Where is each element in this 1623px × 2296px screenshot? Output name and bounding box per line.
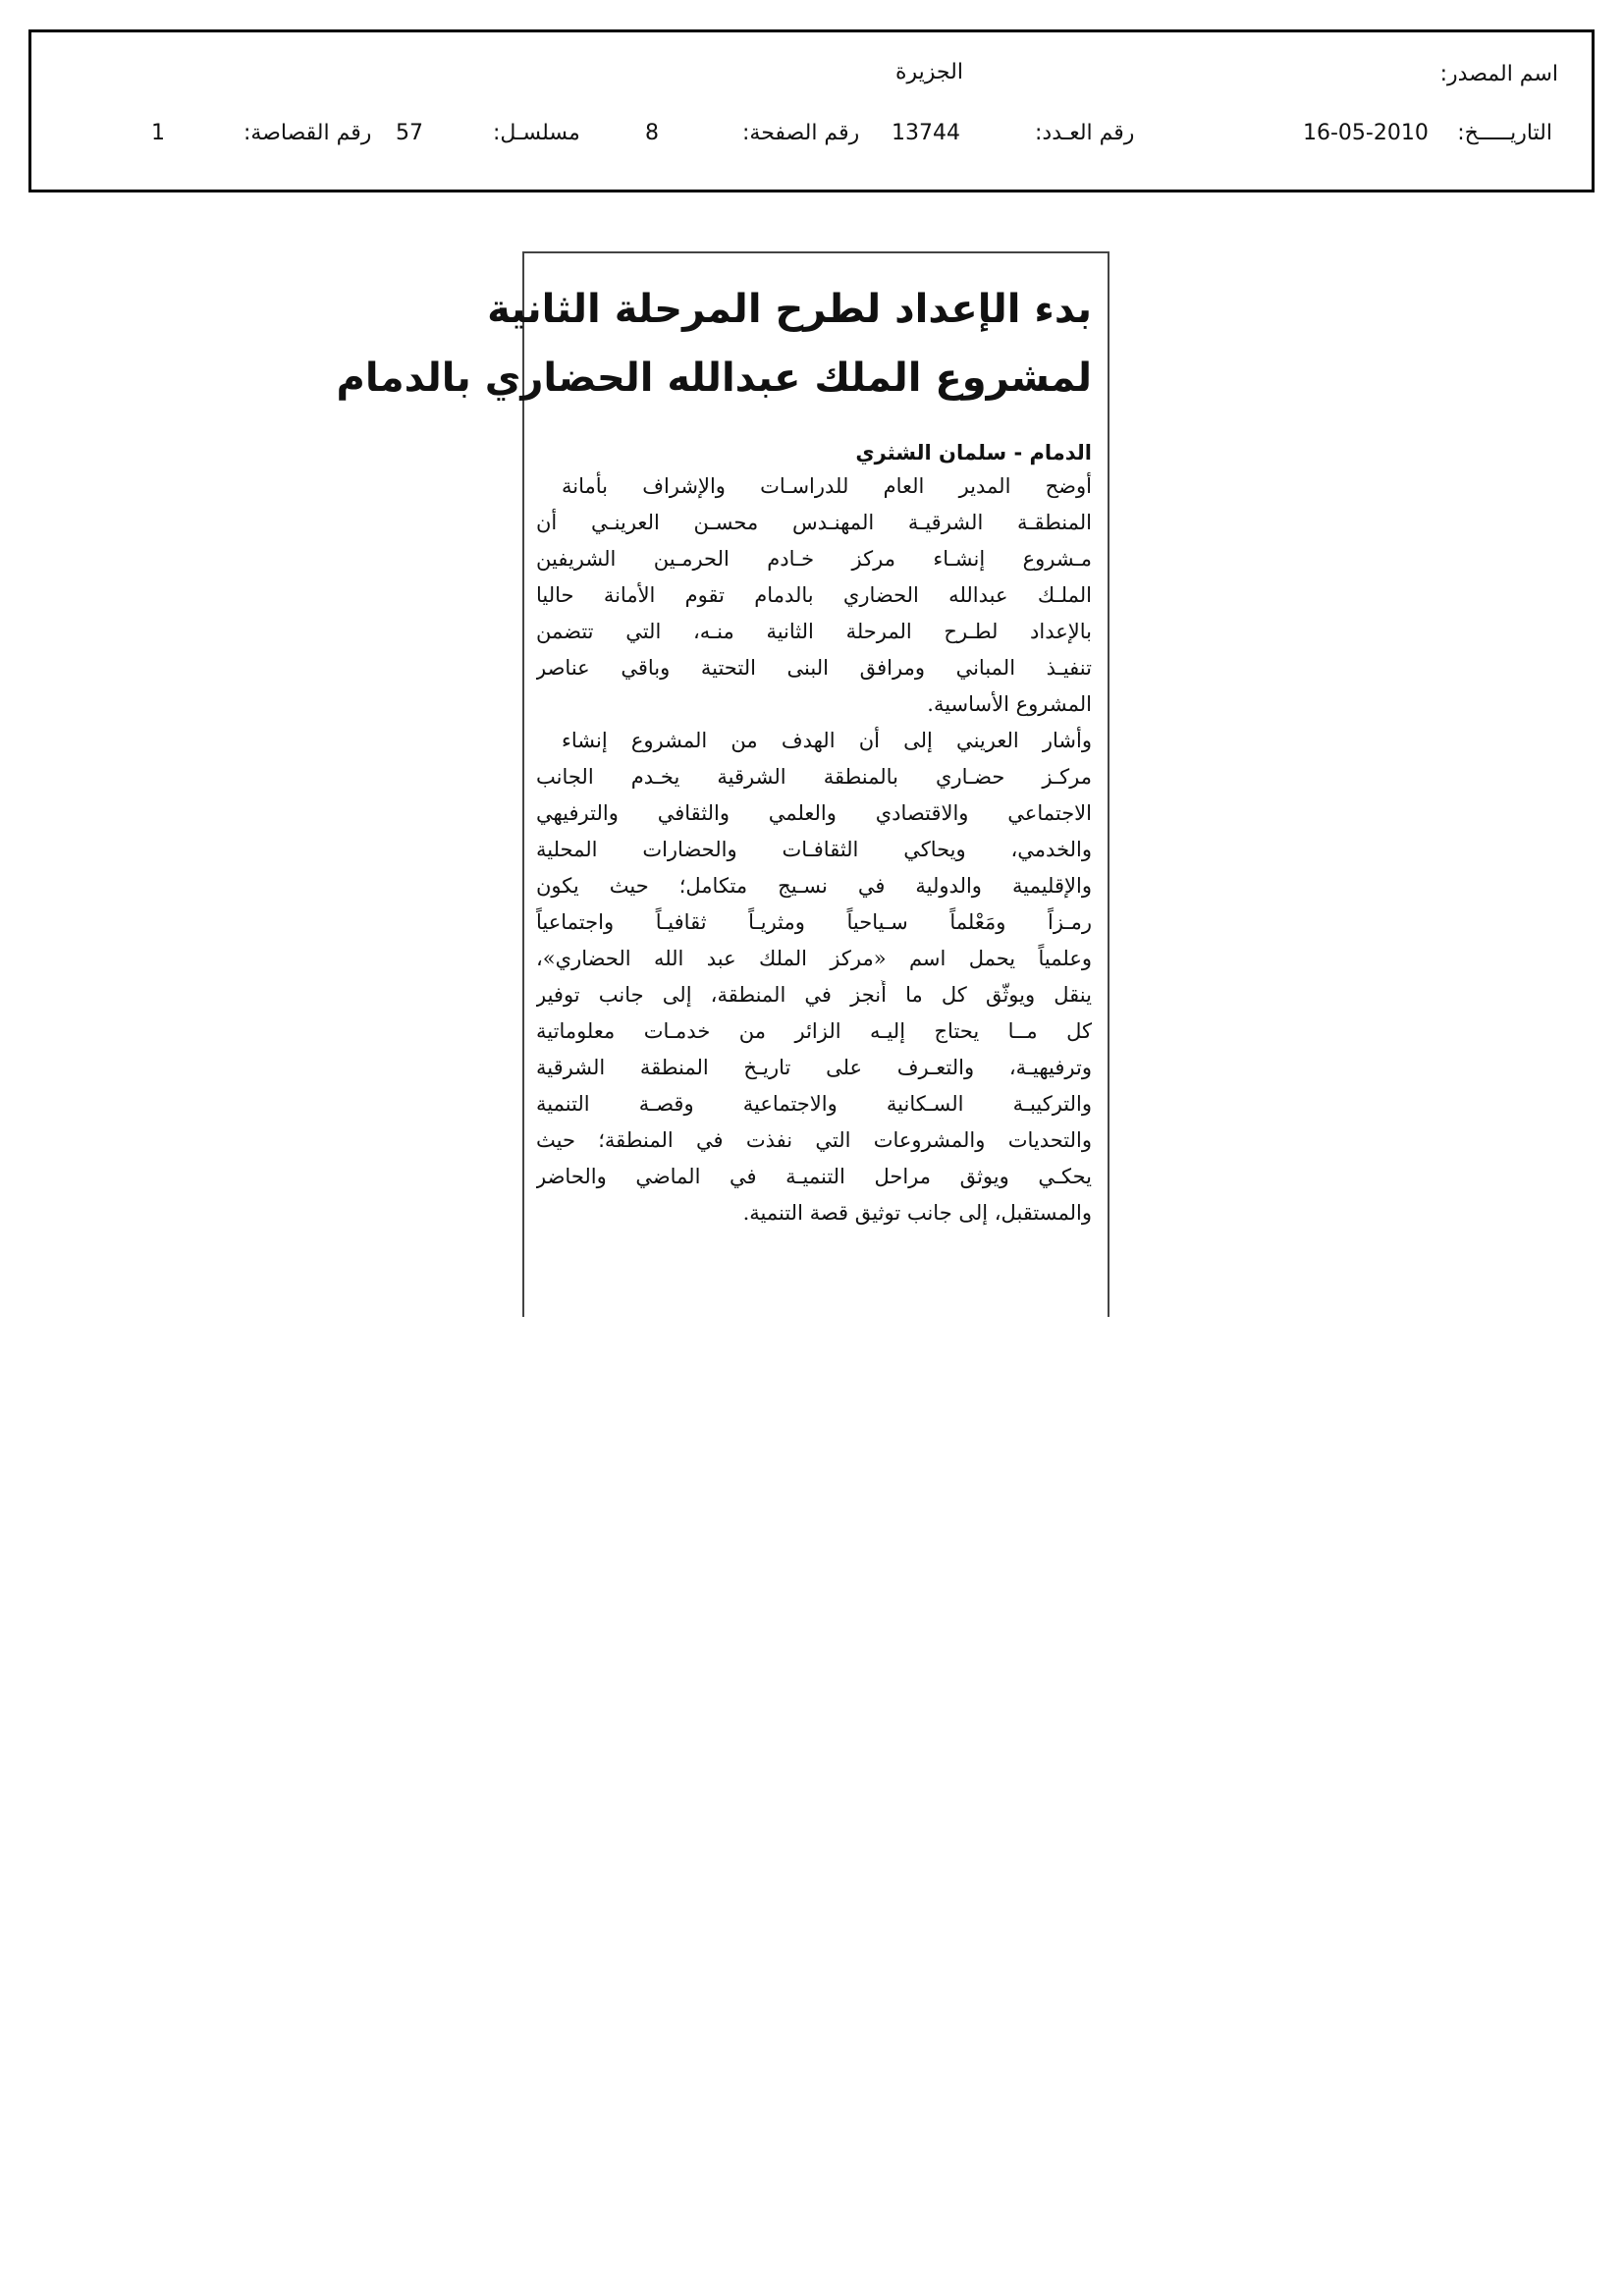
body-line: المنطقـة الشرقيـة المهنـدس محسـن العرينـي أن <box>536 511 1092 534</box>
body-line: والتركيبـة السـكانية والاجتماعية وقصـة التنمية <box>536 1092 1092 1116</box>
body-line: كل مــا يحتاج إليـه الزائر من خدمـات معلوماتية <box>536 1019 1092 1043</box>
body-line: المشروع الأساسية. <box>927 692 1092 716</box>
body-line: رمـزاً ومَعْلماً سـياحياً ومثريـاً ثقافيـاً واجتماعياً <box>536 910 1092 934</box>
body-line: ينقل ويوثّق كل ما أُنجز في المنطقة، إلى جانب توفير <box>536 983 1092 1007</box>
clipping-info-header <box>28 29 1595 192</box>
source-value: الجزيرة <box>895 60 963 84</box>
body-line: والتحديات والمشروعات التي نفذت في المنطقة؛ حيث <box>536 1128 1092 1152</box>
body-line: والخدمي، ويحاكي الثقافـات والحضارات المحلية <box>536 838 1092 861</box>
body-line: تنفيـذ المباني ومرافق البنى التحتية وباقي عناصر <box>536 656 1092 680</box>
page-label: رقم الصفحة: <box>742 121 860 145</box>
date-value: 16-05-2010 <box>1303 121 1429 145</box>
body-line: والمستقبل، إلى جانب توثيق قصة التنمية. <box>742 1201 1092 1225</box>
issue-label: رقم العـدد: <box>1035 121 1135 145</box>
body-line: وترفيهيـة، والتعـرف على تاريـخ المنطقة الشرقية <box>536 1056 1092 1079</box>
body-line: بالإعداد لطـرح المرحلة الثانية منـه، التي تتضمن <box>536 620 1092 643</box>
clip-value: 1 <box>151 121 165 145</box>
source-label: اسم المصدر: <box>1439 62 1558 86</box>
headline-line-2: لمشروع الملك عبدالله الحضاري بالدمام <box>336 355 1092 401</box>
serial-label: مسلسـل: <box>493 121 580 145</box>
body-line: يحكـي ويوثق مراحل التنميـة في الماضي والحاضر <box>536 1165 1092 1188</box>
body-line: وأشار العريني إلى أن الهدف من المشروع إنشاء <box>562 729 1092 752</box>
body-line: مـشروع إنشـاء مركز خـادم الحرمـين الشريفين <box>536 547 1092 571</box>
issue-value: 13744 <box>892 121 960 145</box>
headline-line-1: بدء الإعداد لطرح المرحلة الثانية <box>487 287 1092 332</box>
byline: الدمام - سلمان الشثري <box>855 441 1092 465</box>
body-line: أوضح المدير العام للدراسـات والإشراف بأمانة <box>562 474 1092 498</box>
body-line: الاجتماعي والاقتصادي والعلمي والثقافي والترفيهي <box>536 801 1092 825</box>
clip-label: رقم القصاصة: <box>243 121 372 145</box>
serial-value: 57 <box>396 121 423 145</box>
body-line: الملـك عبدالله الحضاري بالدمام تقوم الأمانة حاليا <box>536 583 1092 607</box>
body-line: وعلمياً يحمل اسم «مركز الملك عبد الله الحضاري»، <box>536 947 1092 970</box>
body-line: مركـز حضـاري بالمنطقة الشرقية يخـدم الجانب <box>536 765 1092 789</box>
date-label: التاريـــــخ: <box>1457 121 1552 145</box>
newspaper-clipping <box>336 251 1109 1317</box>
body-line: والإقليمية والدولية في نسـيج متكامل؛ حيث يكون <box>536 874 1092 898</box>
page-value: 8 <box>645 121 659 145</box>
